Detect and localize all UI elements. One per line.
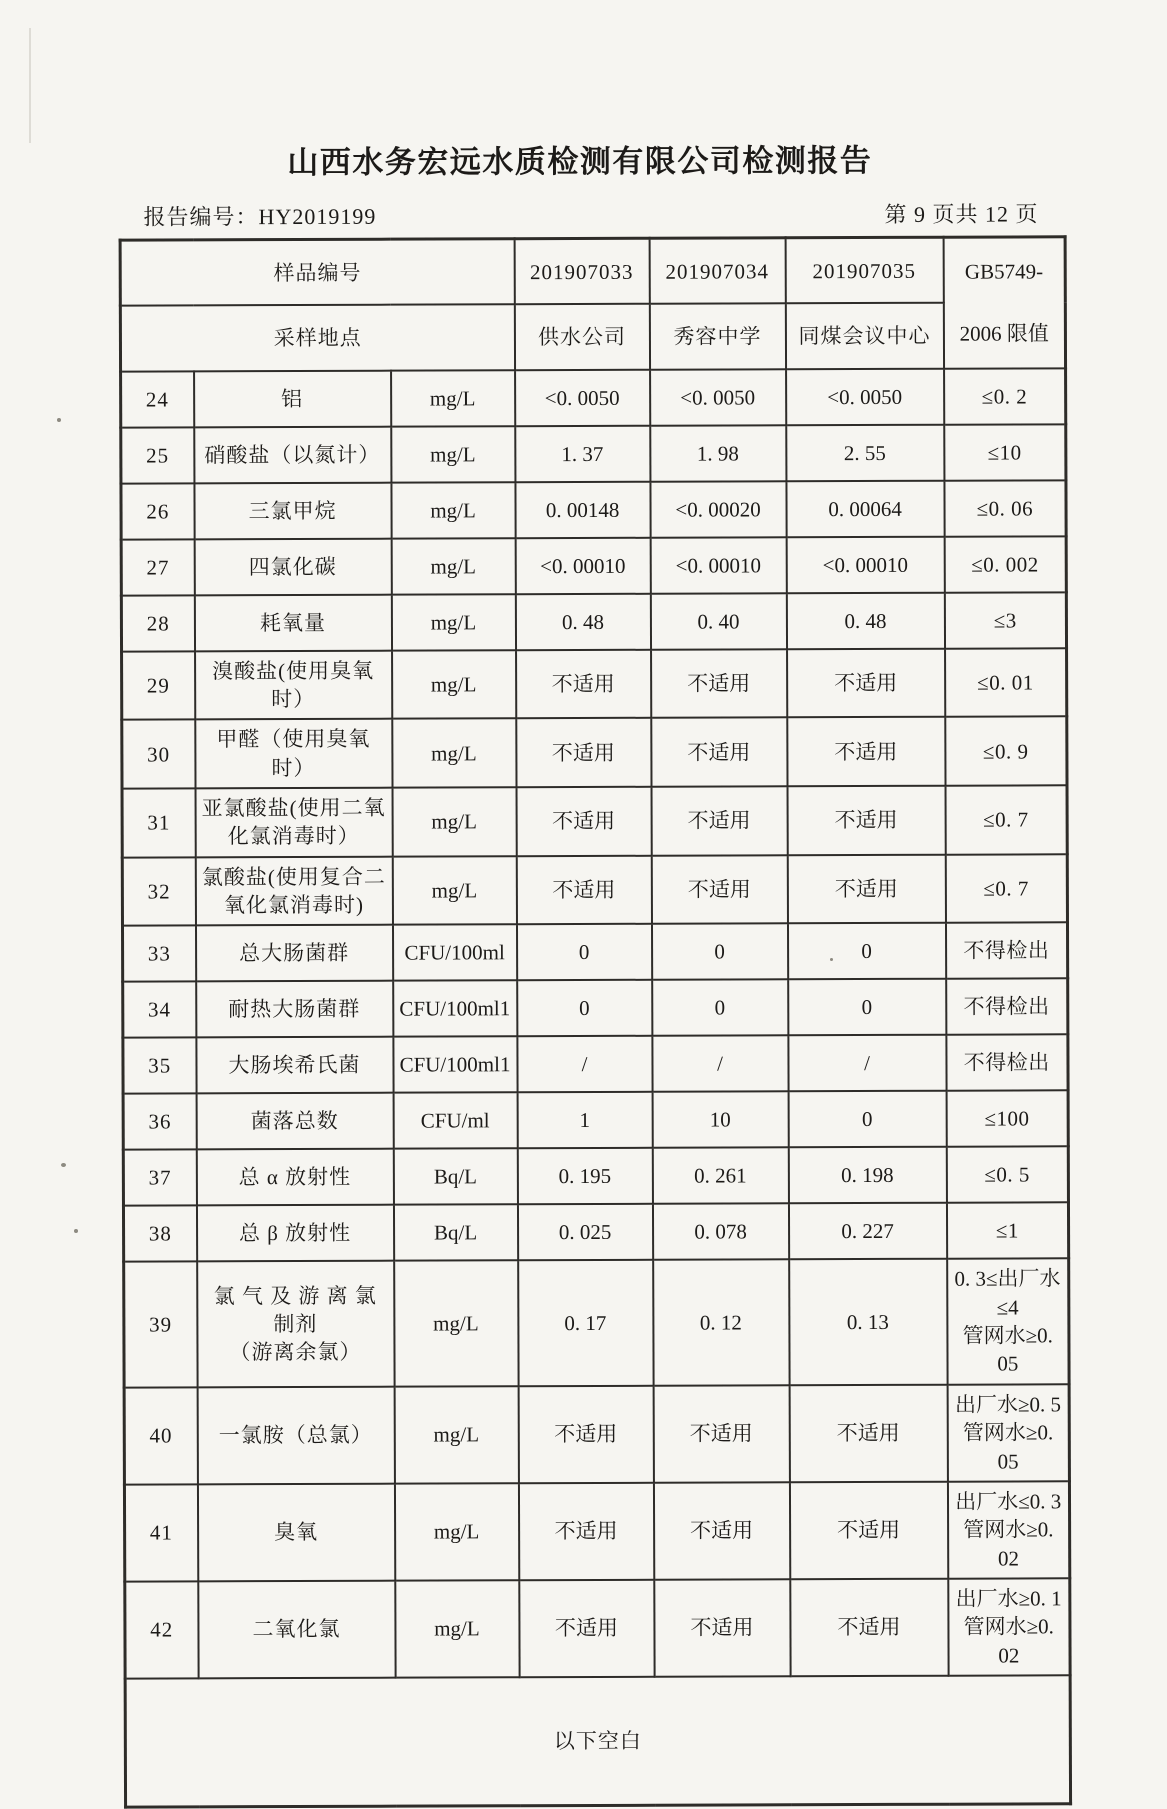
- sample-value-2: 不适用: [651, 649, 787, 718]
- results-table: [119, 235, 1072, 1808]
- table-row-28: [121, 592, 1066, 651]
- unit: mg/L: [391, 426, 515, 482]
- limit-value: [947, 1259, 1069, 1385]
- sample-value-2: 0. 12: [653, 1260, 789, 1386]
- sample-value-2: <0. 00010: [650, 537, 786, 593]
- sample-value-1: 0: [517, 980, 652, 1036]
- unit: mg/L: [391, 482, 515, 538]
- limit-value-line: 管网水≥0. 05: [962, 1323, 1053, 1377]
- limit-value-line: 管网水≥0. 05: [962, 1420, 1054, 1474]
- row-number: 27: [121, 539, 194, 595]
- row-number: 24: [121, 371, 194, 427]
- limit-value-line: 管网水≥0. 02: [963, 1517, 1054, 1571]
- table-row-29: [122, 648, 1067, 720]
- sample-value-2: 不适用: [653, 1482, 789, 1580]
- sample-value-3: 0: [788, 1091, 946, 1148]
- table-row-36: [123, 1091, 1068, 1150]
- parameter-name: 硝酸盐（以氮计）: [194, 426, 391, 483]
- limit-value: ≤0. 7: [945, 854, 1067, 923]
- report-number-value: HY2019199: [258, 203, 377, 230]
- header-row-sample-number: [120, 237, 1065, 306]
- sample-value-1: <0. 00010: [515, 537, 650, 593]
- table-row-41: [124, 1481, 1069, 1581]
- unit: mg/L: [391, 538, 515, 594]
- limit-value: ≤0. 01: [945, 648, 1067, 717]
- unit: mg/L: [391, 594, 515, 650]
- parameter-name: 三氯甲烷: [194, 482, 391, 539]
- sample-value-3: 0: [788, 979, 946, 1036]
- limit-standard-line2: 2006 限值: [959, 321, 1049, 347]
- header-sample-number-label: 样品编号: [120, 239, 514, 306]
- sample-value-2: 不适用: [651, 786, 787, 855]
- unit: mg/L: [395, 1580, 519, 1677]
- table-header: [120, 237, 1065, 371]
- header-sample-1: 201907033: [514, 238, 649, 304]
- sample-value-2: 不适用: [651, 718, 787, 787]
- parameter-name: 总大肠菌群: [195, 925, 392, 982]
- sample-value-1: 不适用: [516, 649, 651, 718]
- unit: mg/L: [392, 856, 516, 925]
- limit-value: ≤0. 002: [944, 536, 1066, 592]
- unit: Bq/L: [393, 1205, 517, 1261]
- sample-value-2: 不适用: [651, 855, 787, 924]
- page-indicator: 第 9 页共 12 页: [884, 201, 1039, 227]
- parameter-name: [197, 1261, 394, 1387]
- unit: CFU/100ml: [392, 925, 516, 981]
- parameter-name: 大肠埃希氏菌: [196, 1037, 393, 1094]
- sample-value-1: 0. 17: [518, 1260, 653, 1386]
- table-row-34: [123, 979, 1068, 1038]
- unit: mg/L: [392, 650, 516, 719]
- unit: mg/L: [392, 719, 516, 788]
- limit-value: ≤0. 5: [946, 1147, 1068, 1203]
- limit-value: 不得检出: [946, 1035, 1068, 1091]
- table-row-30: [122, 717, 1067, 789]
- limit-value-line: 出厂水≤0. 3: [955, 1489, 1062, 1514]
- row-number: 30: [122, 720, 195, 789]
- unit: Bq/L: [393, 1149, 517, 1205]
- sample-value-2: 0. 40: [650, 593, 786, 649]
- sample-value-1: 1. 37: [515, 425, 650, 481]
- unit: mg/L: [394, 1483, 518, 1580]
- footer-row: [125, 1675, 1070, 1807]
- header-limit-standard: [943, 237, 1065, 369]
- row-number: 34: [123, 982, 196, 1038]
- header-row-location: [120, 303, 1065, 372]
- parameter-name: 甲醛（使用臭氧时）: [195, 719, 392, 788]
- row-number: 38: [123, 1206, 196, 1262]
- sample-value-1: 不适用: [516, 787, 651, 856]
- sample-value-1: 不适用: [516, 856, 651, 925]
- parameter-name: 一氯胺（总氯）: [197, 1386, 394, 1484]
- limit-value-line: 出厂水≥0. 1: [955, 1586, 1062, 1611]
- header-sample-2: 201907034: [649, 238, 785, 304]
- row-number: 28: [121, 595, 194, 651]
- sample-value-1: 不适用: [516, 718, 651, 787]
- row-number: 37: [123, 1150, 196, 1206]
- parameter-name: 总 α 放射性: [196, 1149, 393, 1206]
- sample-value-2: <0. 0050: [650, 369, 786, 425]
- row-number: 36: [123, 1094, 196, 1150]
- limit-value-line: 出厂水≥0. 5: [954, 1392, 1061, 1417]
- unit: mg/L: [391, 370, 515, 426]
- sample-value-3: /: [788, 1035, 946, 1092]
- table-row-40: [124, 1384, 1069, 1484]
- header-location-1: 供水公司: [514, 304, 649, 370]
- table-row-27: [121, 536, 1066, 595]
- header-sample-3: 201907035: [785, 237, 943, 303]
- sample-value-1: /: [517, 1036, 652, 1092]
- unit: mg/L: [394, 1261, 518, 1387]
- sample-value-1: 不适用: [519, 1580, 654, 1678]
- row-number: 35: [123, 1038, 196, 1094]
- limit-value: ≤0. 2: [944, 368, 1066, 424]
- sample-value-2: /: [652, 1036, 788, 1092]
- sample-value-1: 1: [517, 1092, 652, 1148]
- parameter-name: 二氧化氯: [198, 1581, 395, 1679]
- footer-blank-note: 以下空白: [125, 1675, 1070, 1807]
- limit-value-line: 0. 3≤出厂水≤4: [954, 1266, 1061, 1320]
- sample-value-1: 0. 195: [517, 1148, 652, 1204]
- table-row-42: [125, 1578, 1070, 1678]
- row-number: 32: [122, 857, 195, 926]
- limit-value: [947, 1481, 1069, 1578]
- row-number: 39: [124, 1262, 197, 1388]
- sample-value-1: 0. 00148: [515, 481, 650, 537]
- limit-value: [947, 1384, 1069, 1481]
- sample-value-2: <0. 00020: [650, 481, 786, 537]
- sample-value-3: 不适用: [787, 717, 945, 786]
- table-row-38: [123, 1203, 1068, 1262]
- unit: CFU/ml: [393, 1093, 517, 1149]
- limit-value: ≤0. 06: [944, 480, 1066, 536]
- sample-value-2: 10: [652, 1092, 788, 1148]
- sample-value-3: 0. 227: [788, 1203, 946, 1260]
- header-location-3: 同煤会议中心: [785, 303, 943, 369]
- table-row-37: [123, 1147, 1068, 1206]
- row-number: 42: [125, 1581, 198, 1678]
- row-number: 29: [122, 651, 195, 720]
- row-number: 31: [122, 788, 195, 857]
- sample-value-3: 不适用: [790, 1579, 948, 1677]
- row-number: 33: [122, 926, 195, 982]
- table-row-35: [123, 1035, 1068, 1094]
- sample-value-3: 0: [788, 923, 946, 980]
- sample-value-2: 0: [652, 980, 788, 1036]
- table-row-26: [121, 480, 1066, 539]
- report-meta-row: [143, 197, 1038, 231]
- table-row-39: [124, 1259, 1069, 1388]
- parameter-name: 耐热大肠菌群: [196, 981, 393, 1038]
- results-tbody: [121, 368, 1071, 1679]
- limit-value-line: 管网水≥0. 02: [963, 1614, 1054, 1668]
- limit-value: ≤0. 9: [945, 717, 1067, 786]
- table-footer: [125, 1675, 1070, 1807]
- header-location-label: 采样地点: [120, 305, 514, 372]
- limit-value: [948, 1578, 1070, 1675]
- report-number-label: 报告编号：: [143, 204, 259, 230]
- parameter-name-line: （游离余氯）: [229, 1340, 362, 1365]
- limit-value: 不得检出: [946, 979, 1068, 1035]
- table-row-32: [122, 854, 1067, 926]
- sample-value-1: 不适用: [518, 1386, 653, 1484]
- sample-value-3: 不适用: [787, 648, 945, 717]
- header-location-2: 秀容中学: [649, 304, 785, 370]
- parameter-name: 氯酸盐(使用复合二氧化氯消毒时): [195, 856, 392, 925]
- unit: mg/L: [392, 787, 516, 856]
- sample-value-2: 1. 98: [650, 425, 786, 481]
- parameter-name: 铝: [194, 370, 391, 427]
- sample-value-1: 不适用: [518, 1483, 653, 1581]
- unit: CFU/100ml1: [393, 1037, 517, 1093]
- sample-value-1: <0. 0050: [515, 369, 650, 425]
- row-number: 26: [121, 483, 194, 539]
- table-row-33: [122, 923, 1067, 982]
- sample-value-1: 0. 48: [515, 593, 650, 649]
- limit-value: ≤3: [944, 592, 1066, 648]
- sample-value-3: 2. 55: [786, 424, 944, 481]
- report-number: [143, 200, 376, 232]
- sample-value-3: 不适用: [787, 786, 945, 855]
- parameter-name-line: 制剂: [273, 1311, 318, 1337]
- sample-value-2: 0: [652, 924, 788, 980]
- parameter-name: 臭氧: [197, 1484, 394, 1582]
- table-row-25: [121, 424, 1066, 483]
- table-row-31: [122, 785, 1067, 857]
- page-title: 山西水务宏远水质检测有限公司检测报告: [287, 142, 873, 181]
- parameter-name: 亚氯酸盐(使用二氧化氯消毒时）: [195, 788, 392, 857]
- parameter-name-line: 氯 气 及 游 离 氯: [213, 1283, 377, 1308]
- limit-value: ≤10: [944, 424, 1066, 480]
- sample-value-3: 0. 198: [788, 1147, 946, 1204]
- limit-value: ≤100: [946, 1091, 1068, 1147]
- sample-value-2: 不适用: [654, 1579, 790, 1677]
- sample-value-3: 0. 13: [789, 1259, 947, 1385]
- limit-standard-line1: GB5749-: [964, 259, 1044, 284]
- parameter-name: 四氯化碳: [194, 538, 391, 595]
- table-row-24: [121, 368, 1066, 427]
- parameter-name: 溴酸盐(使用臭氧时）: [195, 650, 392, 719]
- sample-value-1: 0. 025: [517, 1204, 652, 1260]
- row-number: 40: [124, 1387, 197, 1484]
- sample-value-3: 0. 48: [786, 592, 944, 649]
- unit: mg/L: [394, 1386, 518, 1483]
- limit-value: ≤1: [946, 1203, 1068, 1259]
- row-number: 41: [124, 1484, 197, 1581]
- sample-value-2: 不适用: [653, 1385, 789, 1483]
- sample-value-3: 不适用: [789, 1385, 947, 1483]
- limit-value: 不得检出: [946, 923, 1068, 979]
- sample-value-3: 不适用: [789, 1482, 947, 1580]
- sample-value-3: <0. 0050: [786, 368, 944, 425]
- sample-value-3: 不适用: [787, 854, 945, 923]
- sample-value-1: 0: [517, 924, 652, 980]
- sample-value-3: 0. 00064: [786, 480, 944, 537]
- parameter-name: 总 β 放射性: [196, 1205, 393, 1262]
- unit: CFU/100ml1: [393, 981, 517, 1037]
- sample-value-3: <0. 00010: [786, 536, 944, 593]
- limit-value: ≤0. 7: [945, 785, 1067, 854]
- sample-value-2: 0. 078: [652, 1204, 788, 1260]
- sample-value-2: 0. 261: [652, 1148, 788, 1204]
- parameter-name: 菌落总数: [196, 1093, 393, 1150]
- parameter-name: 耗氧量: [194, 594, 391, 651]
- row-number: 25: [121, 427, 194, 483]
